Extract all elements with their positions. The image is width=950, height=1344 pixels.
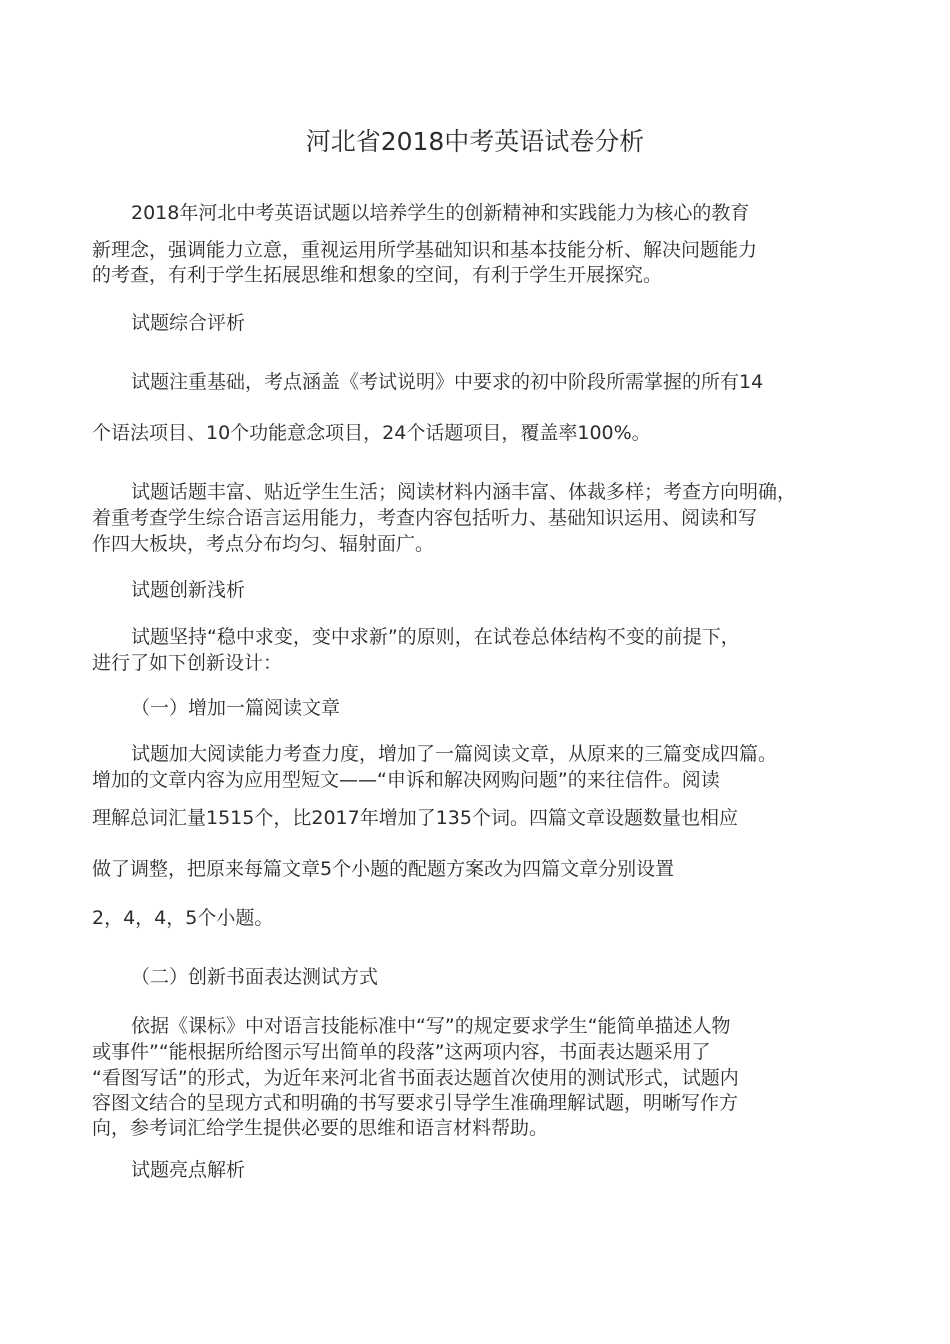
paragraph-line: “看图写话”的形式，为近年来河北省书面表达题首次使用的测试形式，试题内 bbox=[92, 1067, 739, 1089]
paragraph-line: 试题坚持“稳中求变，变中求新”的原则，在试卷总体结构不变的前提下， bbox=[131, 626, 740, 648]
paragraph-line: 试题话题丰富、贴近学生生活；阅读材料内涵丰富、体裁多样；考查方向明确， bbox=[131, 481, 797, 503]
paragraph-line: 试题加大阅读能力考查力度，增加了一篇阅读文章，从原来的三篇变成四篇。 bbox=[131, 743, 778, 765]
section-heading: 试题创新浅析 bbox=[131, 579, 246, 601]
paragraph-line: 新理念，强调能力立意，重视运用所学基础知识和基本技能分析、解决问题能力 bbox=[92, 239, 758, 261]
paragraph-line: 容图文结合的呈现方式和明确的书写要求引导学生准确理解试题，明晰写作方 bbox=[92, 1092, 739, 1114]
subsection-heading: （一）增加一篇阅读文章 bbox=[131, 697, 341, 719]
document-title: 河北省2018中考英语试卷分析 bbox=[305, 127, 645, 156]
paragraph-line: 试题注重基础，考点涵盖《考试说明》中要求的初中阶段所需掌握的所有14 bbox=[131, 371, 764, 393]
paragraph-line: 的考查，有利于学生拓展思维和想象的空间，有利于学生开展探究。 bbox=[92, 264, 663, 286]
paragraph-line: 作四大板块，考点分布均匀、辐射面广。 bbox=[92, 533, 435, 555]
paragraph-line: 着重考查学生综合语言运用能力，考查内容包括听力、基础知识运用、阅读和写 bbox=[92, 507, 758, 529]
paragraph-line: 2，4，4，5个小题。 bbox=[92, 907, 274, 929]
paragraph-line: 理解总词汇量1515个，比2017年增加了135个词。四篇文章设题数量也相应 bbox=[92, 807, 738, 829]
paragraph-line: 向，参考词汇给学生提供必要的思维和语言材料帮助。 bbox=[92, 1117, 549, 1139]
subsection-heading: （二）创新书面表达测试方式 bbox=[131, 966, 379, 988]
paragraph-line: 依据《课标》中对语言技能标准中“写”的规定要求学生“能简单描述人物 bbox=[131, 1015, 731, 1037]
paragraph-line: 2018年河北中考英语试题以培养学生的创新精神和实践能力为核心的教育 bbox=[131, 202, 750, 224]
paragraph-line: 做了调整，把原来每篇文章5个小题的配题方案改为四篇文章分别设置 bbox=[92, 858, 675, 880]
paragraph-line: 或事件”“能根据所给图示写出简单的段落”这两项内容，书面表达题采用了 bbox=[92, 1041, 711, 1063]
paragraph-line: 个语法项目、10个功能意念项目，24个话题项目，覆盖率100%。 bbox=[92, 422, 651, 444]
section-heading: 试题亮点解析 bbox=[131, 1159, 246, 1181]
paragraph-line: 增加的文章内容为应用型短文——“申诉和解决网购问题”的来往信件。阅读 bbox=[92, 769, 720, 791]
section-heading: 试题综合评析 bbox=[131, 312, 246, 334]
paragraph-line: 进行了如下创新设计： bbox=[92, 652, 283, 674]
